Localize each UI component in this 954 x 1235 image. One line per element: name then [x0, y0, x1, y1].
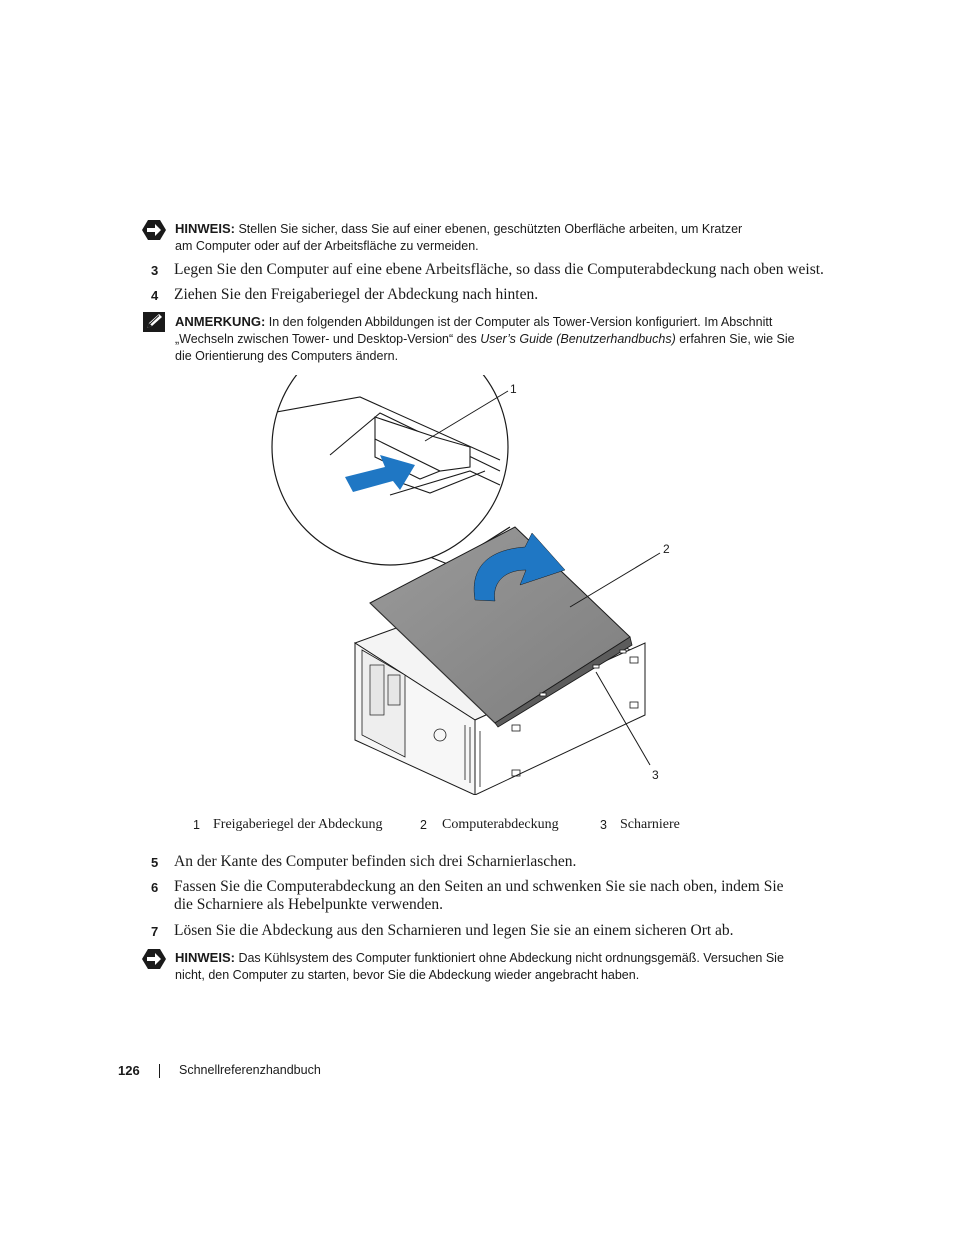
notice-block-2 [175, 949, 784, 984]
step-text: Ziehen Sie den Freigaberiegel der Abdeckung nach hinten. [174, 286, 539, 303]
step-number: 7 [151, 924, 159, 939]
legend-item-1 [193, 818, 200, 834]
step-number: 6 [151, 880, 159, 895]
notice-text-line-2: am Computer oder auf der Arbeitsfläche zu vermeiden. [175, 239, 479, 253]
notice-icon [141, 219, 167, 241]
callout-3: 3 [652, 768, 659, 782]
legend-label: Freigaberiegel der Abdeckung [213, 817, 383, 832]
notice-text-line-1: Stellen Sie sicher, dass Sie auf einer ebenen, geschützten Oberfläche arbeiten, um Kratzer [238, 222, 743, 236]
step-text: An der Kante des Computer befinden sich drei Scharnierlaschen. [174, 853, 577, 870]
note-text-line-2a: „Wechseln zwischen Tower- und Desktop-Version“ des [175, 332, 477, 346]
step-number: 4 [151, 288, 159, 303]
callout-2: 2 [663, 542, 670, 556]
legend-number: 3 [600, 818, 607, 832]
note-block [175, 313, 795, 365]
notice-label: HINWEIS: [175, 950, 235, 965]
notice-text-line-2: nicht, den Computer zu starten, bevor Sie die Abdeckung wieder angebracht haben. [175, 968, 640, 982]
pencil-note-icon [142, 311, 166, 333]
step-text-continued: die Scharniere als Hebelpunkte verwenden. [174, 896, 443, 913]
note-text-line-3: die Orientierung des Computers ändern. [175, 349, 399, 363]
footer-title: Schnellreferenzhandbuch [179, 1063, 321, 1077]
callout-1: 1 [510, 382, 517, 396]
step-text: Lösen Sie die Abdeckung aus den Scharnieren und legen Sie sie an einem sicheren Ort ab. [174, 922, 734, 939]
footer-divider [159, 1064, 160, 1078]
computer-cover-figure [270, 375, 680, 795]
note-label: ANMERKUNG: [175, 314, 266, 329]
legend-item-2 [420, 818, 427, 834]
notice-block-1 [175, 220, 742, 255]
zoom-detail [270, 375, 508, 565]
step-number: 5 [151, 855, 159, 870]
notice-label: HINWEIS: [175, 221, 235, 236]
note-text-line-1: In den folgenden Abbildungen ist der Computer als Tower-Version konfiguriert. Im Abschnitt [268, 315, 773, 329]
note-text-line-2b: erfahren Sie, wie Sie [679, 332, 795, 346]
legend-item-3 [600, 818, 607, 834]
step-text: Fassen Sie die Computerabdeckung an den Seiten an und schwenken Sie sie nach oben, indem Sie [174, 878, 784, 895]
notice-text-line-1: Das Kühlsystem des Computer funktioniert ohne Abdeckung nicht ordnungsgemäß. Versuchen Sie [238, 951, 784, 965]
notice-icon [141, 948, 167, 970]
legend-label: Computerabdeckung [442, 817, 559, 832]
page-number: 126 [118, 1063, 140, 1078]
note-text-reference: User’s Guide (Benutzerhandbuchs) [480, 332, 676, 346]
legend-label: Scharniere [620, 817, 680, 832]
step-number: 3 [151, 263, 159, 278]
legend-number: 2 [420, 818, 427, 832]
step-text: Legen Sie den Computer auf eine ebene Arbeitsfläche, so dass die Computerabdeckung nach oben weist. [174, 261, 824, 278]
legend-number: 1 [193, 818, 200, 832]
